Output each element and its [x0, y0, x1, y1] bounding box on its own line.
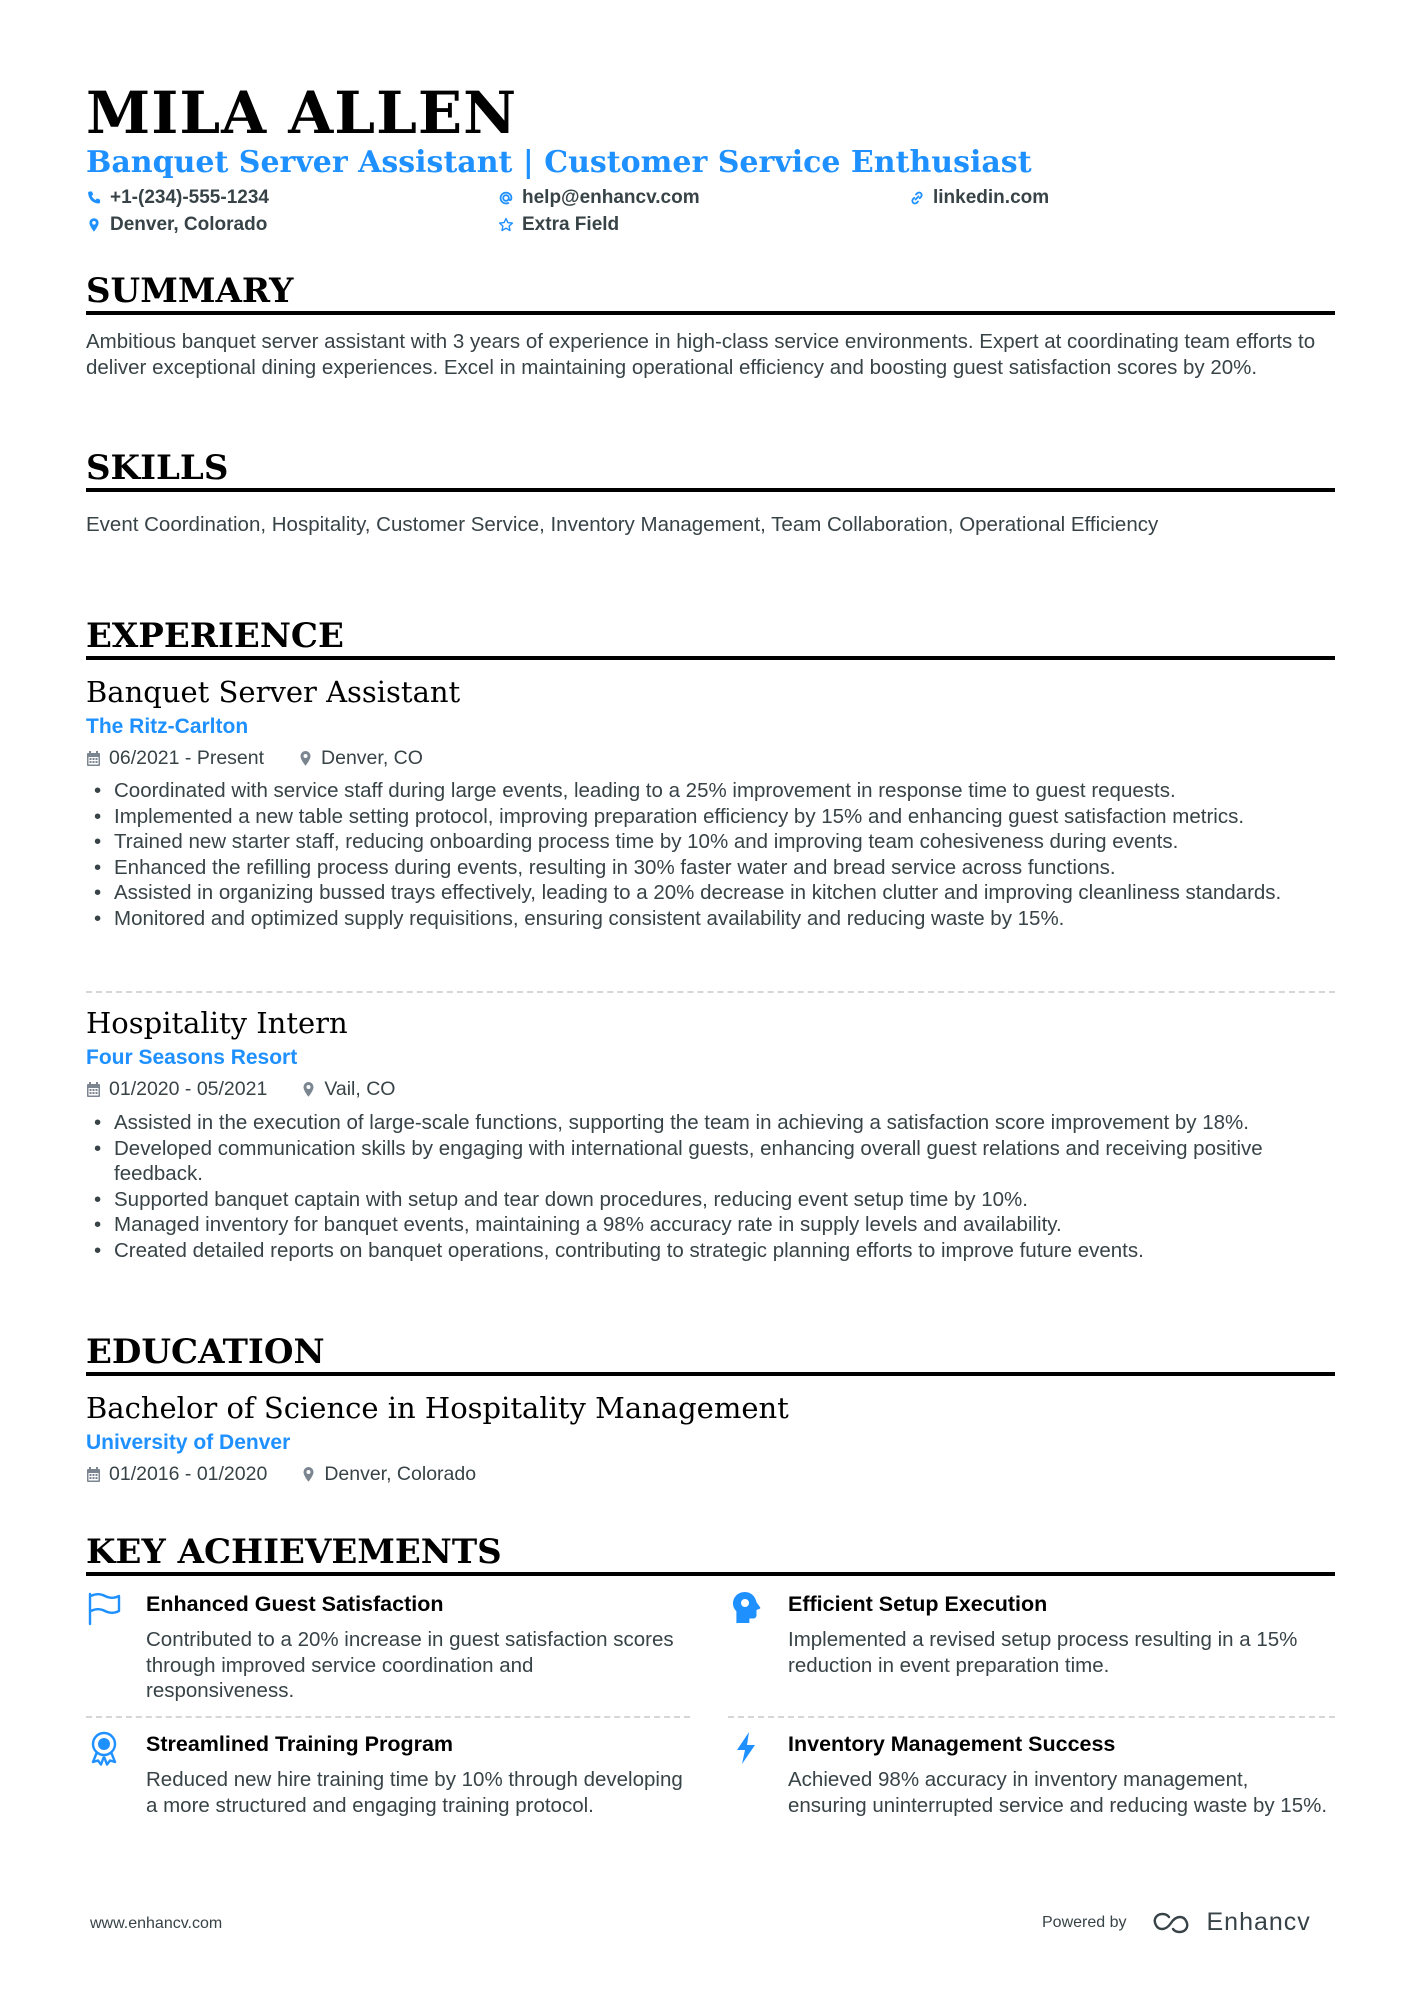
list-item: • Managed inventory for banquet events, maintaining a 98% accuracy rate in supply levels and availability.: [86, 1212, 1335, 1238]
footer-branding[interactable]: [1042, 1908, 1311, 1937]
contact-phone[interactable]: [86, 186, 269, 210]
powered-by-label: Powered by: [1042, 1913, 1127, 1931]
achievements-heading: KEY ACHIEVEMENTS: [86, 1532, 502, 1572]
education-dates: [86, 1462, 267, 1486]
achievement-desc: Implemented a revised setup process resulting in a 15% reduction in event preparation time.: [788, 1628, 1298, 1677]
link-icon: [909, 190, 925, 206]
footer-website[interactable]: www.enhancv.com: [90, 1915, 223, 1932]
contact-linkedin-text: linkedin.com: [933, 187, 1050, 208]
list-item: • Assisted in the execution of large-scale functions, supporting the team in achieving a satisfaction score improvement by 18%.: [86, 1110, 1335, 1136]
achievement-separator: [86, 1716, 690, 1718]
achievement-desc: Contributed to a 20% increase in guest satisfaction scores through improved service coordination and responsiveness.: [146, 1628, 674, 1702]
calendar-icon: [86, 1466, 101, 1483]
list-item: • Supported banquet captain with setup and tear down procedures, reducing event setup time by 10%.: [86, 1187, 1335, 1213]
candidate-name: MILA ALLEN: [86, 79, 518, 147]
school-name: University of Denver: [86, 1431, 291, 1454]
job-company: The Ritz-Carlton: [86, 715, 249, 738]
brand-name: Enhancv: [1206, 1908, 1311, 1936]
education-heading: EDUCATION: [86, 1332, 325, 1372]
experience-heading: EXPERIENCE: [86, 616, 344, 656]
contact-location-text: Denver, Colorado: [110, 214, 268, 235]
bolt-icon: [728, 1730, 764, 1766]
brand-logo: [1151, 1908, 1311, 1937]
job-location-text: Denver, CO: [321, 747, 423, 769]
achievement-title: Streamlined Training Program: [146, 1732, 454, 1756]
location-pin-icon: [86, 217, 102, 233]
location-pin-icon: [301, 1466, 316, 1483]
job-meta: [86, 746, 457, 770]
education-location: [301, 1462, 476, 1486]
list-item: • Trained new starter staff, reducing onboarding process time by 10% and improving team cohesiveness during events.: [86, 829, 1335, 855]
job-dates-text: 01/2020 - 05/2021: [109, 1078, 268, 1100]
summary-divider: [86, 311, 1335, 315]
job-meta: [86, 1077, 429, 1101]
education-location-text: Denver, Colorado: [324, 1463, 477, 1485]
contact-phone-text: +1-(234)-555-1234: [110, 187, 269, 208]
list-item: • Implemented a new table setting protocol, improving preparation efficiency by 15% and enhancing guest satisfaction metrics.: [86, 804, 1335, 830]
at-icon: [498, 190, 514, 206]
contact-extra-text: Extra Field: [522, 214, 620, 235]
contact-email[interactable]: [498, 186, 700, 210]
summary-text: Ambitious banquet server assistant with 3 years of experience in high-class service environments. Expert at coordinating team efforts to deliver exceptional dining experiences. Excel in maintaining operational efficiency and boosting guest satisfaction scores by 20%.: [86, 330, 1316, 379]
achievement-title: Enhanced Guest Satisfaction: [146, 1592, 444, 1616]
contact-linkedin[interactable]: [909, 186, 1049, 210]
head-icon: [728, 1590, 764, 1626]
skills-text: Event Coordination, Hospitality, Customer Service, Inventory Management, Team Collaboration, Operational Efficiency: [86, 513, 1159, 536]
candidate-title: Banquet Server Assistant | Customer Service Enthusiast: [86, 145, 1032, 180]
achievements-divider: [86, 1572, 1335, 1576]
job-bullets: [86, 1110, 1335, 1263]
job-dates-text: 06/2021 - Present: [109, 747, 265, 769]
list-item: • Coordinated with service staff during large events, leading to a 25% improvement in response time to guest requests.: [86, 778, 1335, 804]
achievement-desc: Reduced new hire training time by 10% through developing a more structured and engaging training protocol.: [146, 1768, 683, 1817]
contact-email-text: help@enhancv.com: [522, 187, 700, 208]
contact-location: [86, 213, 267, 237]
list-item: • Assisted in organizing bussed trays effectively, leading to a 20% decrease in kitchen clutter and improving cleanliness standards.: [86, 880, 1335, 906]
flag-icon: [86, 1590, 122, 1626]
skills-heading: SKILLS: [86, 448, 229, 488]
award-icon: [86, 1730, 122, 1766]
job-title: Banquet Server Assistant: [86, 675, 461, 709]
calendar-icon: [86, 1081, 101, 1098]
list-item: • Developed communication skills by engaging with international guests, enhancing overall guest relations and receiving positive feedback.: [86, 1136, 1335, 1187]
education-divider: [86, 1372, 1335, 1376]
job-bullets: [86, 778, 1335, 931]
location-pin-icon: [298, 750, 313, 767]
job-dates: [86, 746, 264, 770]
list-item: • Monitored and optimized supply requisitions, ensuring consistent availability and reducing waste by 15%.: [86, 906, 1335, 932]
calendar-icon: [86, 750, 101, 767]
job-company: Four Seasons Resort: [86, 1046, 298, 1069]
job-location: [301, 1077, 395, 1101]
skills-divider: [86, 488, 1335, 492]
job-title: Hospitality Intern: [86, 1006, 348, 1040]
list-item: • Enhanced the refilling process during events, resulting in 30% faster water and bread service across functions.: [86, 855, 1335, 881]
job-dates: [86, 1077, 267, 1101]
achievement-title: Inventory Management Success: [788, 1732, 1116, 1756]
contact-extra: [498, 213, 619, 237]
list-item: • Created detailed reports on banquet operations, contributing to strategic planning efforts to improve future events.: [86, 1238, 1335, 1264]
education-dates-text: 01/2016 - 01/2020: [109, 1463, 268, 1485]
degree-title: Bachelor of Science in Hospitality Management: [86, 1391, 789, 1425]
star-icon: [498, 217, 514, 233]
education-meta: [86, 1462, 510, 1486]
location-pin-icon: [301, 1081, 316, 1098]
job-separator: [86, 991, 1335, 993]
phone-icon: [86, 190, 102, 206]
summary-heading: SUMMARY: [86, 271, 294, 311]
experience-divider: [86, 656, 1335, 660]
job-location-text: Vail, CO: [324, 1078, 396, 1100]
achievement-separator: [728, 1716, 1335, 1718]
achievement-desc: Achieved 98% accuracy in inventory management, ensuring uninterrupted service and reducing waste by 15%.: [788, 1768, 1328, 1817]
enhancv-logo-icon: [1151, 1911, 1197, 1935]
job-location: [298, 746, 423, 770]
achievement-title: Efficient Setup Execution: [788, 1592, 1048, 1616]
